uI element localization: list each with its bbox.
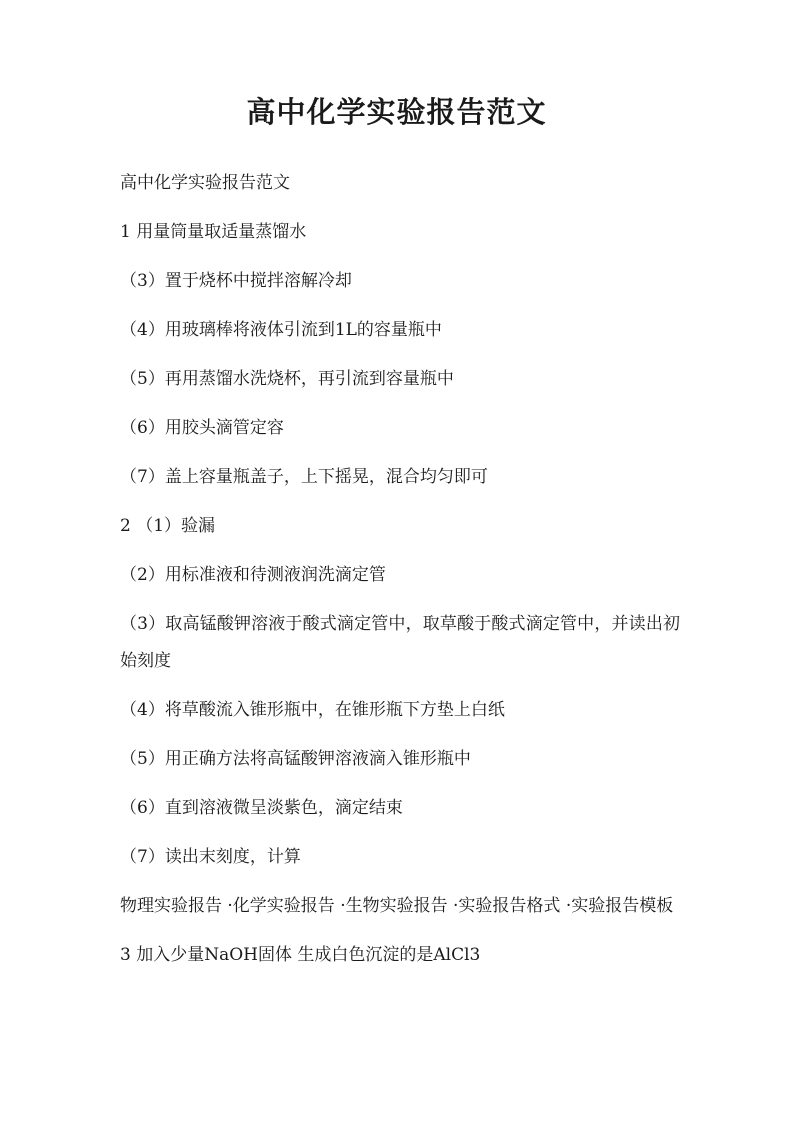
paragraph-step-2-7: （7）读出末刻度，计算: [120, 847, 301, 867]
paragraph-step-2-2: （2）用标准液和待测液润洗滴定管: [120, 565, 386, 585]
paragraph-step-1: 1 用量筒量取适量蒸馏水: [120, 222, 307, 242]
paragraph-subtitle: 高中化学实验报告范文: [120, 173, 290, 193]
paragraph-step-2-6: （6）直到溶液微呈淡紫色，滴定结束: [120, 798, 403, 818]
paragraph-step-1-7: （7）盖上容量瓶盖子，上下摇晃，混合均匀即可: [120, 467, 488, 487]
page-title: 高中化学实验报告范文: [246, 95, 547, 129]
paragraph-step-2-5: （5）用正确方法将高锰酸钾溶液滴入锥形瓶中: [120, 749, 471, 769]
paragraph-step-2-1: 2 （1）验漏: [120, 516, 216, 536]
paragraph-step-1-6: （6）用胶头滴管定容: [120, 418, 284, 438]
paragraph-step-2-4: （4）将草酸流入锥形瓶中，在锥形瓶下方垫上白纸: [120, 700, 505, 720]
paragraph-step-1-4: （4）用玻璃棒将液体引流到1L的容量瓶中: [120, 320, 442, 340]
paragraph-step-3: 3 加入少量NaOH固体 生成白色沉淀的是AlCl3: [120, 945, 481, 965]
paragraph-step-1-5: （5）再用蒸馏水洗烧杯，再引流到容量瓶中: [120, 369, 454, 389]
document-body: [120, 165, 680, 986]
paragraph-related-links: 物理实验报告 ·化学实验报告 ·生物实验报告 ·实验报告格式 ·实验报告模板: [120, 896, 674, 916]
paragraph-step-1-3: （3）置于烧杯中搅拌溶解冷却: [120, 271, 352, 291]
paragraph-step-2-3: （3）取高锰酸钾溶液于酸式滴定管中，取草酸于酸式滴定管中，并读出初始刻度: [120, 614, 680, 671]
